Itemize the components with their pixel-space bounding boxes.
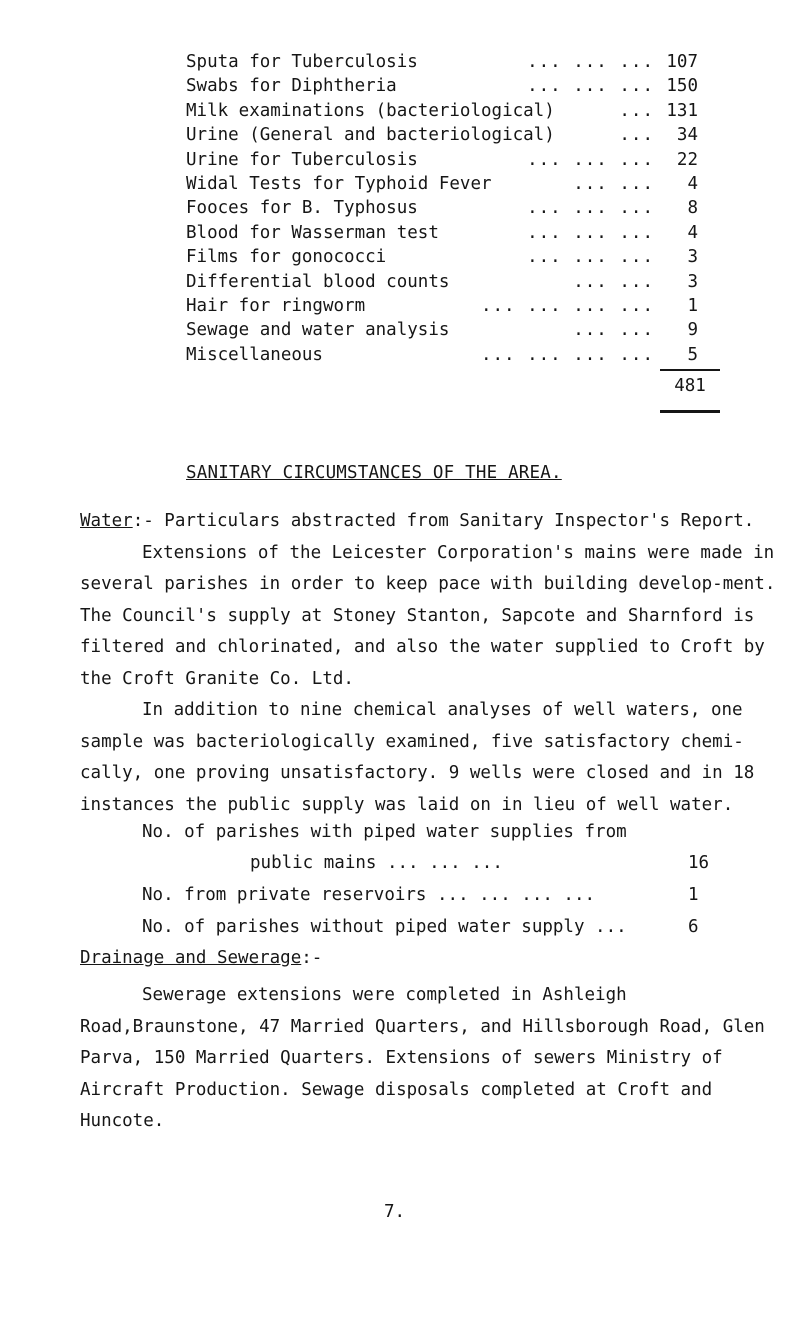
piped-line-2: public mains ... ... ... 16 bbox=[250, 853, 710, 873]
table-row: Swabs for Diphtheria ... ... ... 150 bbox=[186, 76, 698, 97]
page-number: 7. bbox=[384, 1202, 406, 1222]
table-row: Hair for ringworm ... ... ... ... 1 bbox=[186, 295, 698, 316]
piped-line-1: No. of parishes with piped water supplies from bbox=[142, 822, 627, 842]
without-supply-row: No. of parishes without piped water supply ... 6 bbox=[142, 917, 699, 937]
water-paragraph-2: In addition to nine chemical analyses of well waters, one sample was bacteriologically examined, five satisfactory chemi-cally, one proving unsatisfactory. 9 wells were closed and in 18 instances the public supply was laid on in lieu of well water. bbox=[80, 700, 755, 815]
table-row: Fooces for B. Typhosus ... ... ... 8 bbox=[186, 198, 698, 219]
samples-table bbox=[186, 50, 726, 396]
table-row: Films for gonococci ... ... ... 3 bbox=[186, 247, 698, 268]
total-rule-bottom bbox=[660, 410, 720, 413]
drainage-heading: Drainage and Sewerage:- bbox=[80, 948, 323, 968]
section-heading: SANITARY CIRCUMSTANCES OF THE AREA. bbox=[186, 463, 562, 483]
water-intro: Water:- Particulars abstracted from Sanitary Inspector's Report. bbox=[80, 511, 755, 531]
table-row: Urine (General and bacteriological) ... 34 bbox=[186, 125, 698, 146]
water-paragraph-1: Extensions of the Leicester Corporation's mains were made in several parishes in order to keep pace with building develop-ment. The Council's supply at Stoney Stanton, Sapcote and Sharnford is filtered and chlorinated, and also the water supplied to Croft by the Croft Granite Co. Ltd. bbox=[80, 542, 776, 689]
private-reservoirs-row: No. from private reservoirs ... ... ... ... 1 bbox=[142, 885, 699, 905]
table-row: Widal Tests for Typhoid Fever ... ... 4 bbox=[186, 173, 698, 194]
table-row: Miscellaneous ... ... ... ... 5 bbox=[186, 344, 698, 365]
table-row: Sputa for Tuberculosis ... ... ... 107 bbox=[186, 52, 698, 72]
table-row: Sewage and water analysis ... ... 9 bbox=[186, 320, 698, 341]
samples-total: 481 bbox=[674, 376, 706, 396]
water-label: Water bbox=[80, 511, 133, 531]
table-row: Blood for Wasserman test ... ... ... 4 bbox=[186, 222, 698, 243]
drainage-paragraph: Sewerage extensions were completed in Ashleigh Road,Braunstone, 47 Married Quarters, and Hillsborough Road, Glen Parva, 150 Married Quarters. Extensions of sewers Ministry of Aircraft Production. Sewage disposals completed at Croft and Huncote. bbox=[80, 985, 765, 1131]
table-row: Urine for Tuberculosis ... ... ... 22 bbox=[186, 149, 698, 170]
table-row: Milk examinations (bacteriological) ... 131 bbox=[186, 100, 698, 121]
water-section bbox=[80, 506, 780, 695]
total-rule-top bbox=[660, 369, 720, 371]
table-row: Differential blood counts ... ... 3 bbox=[186, 271, 698, 292]
